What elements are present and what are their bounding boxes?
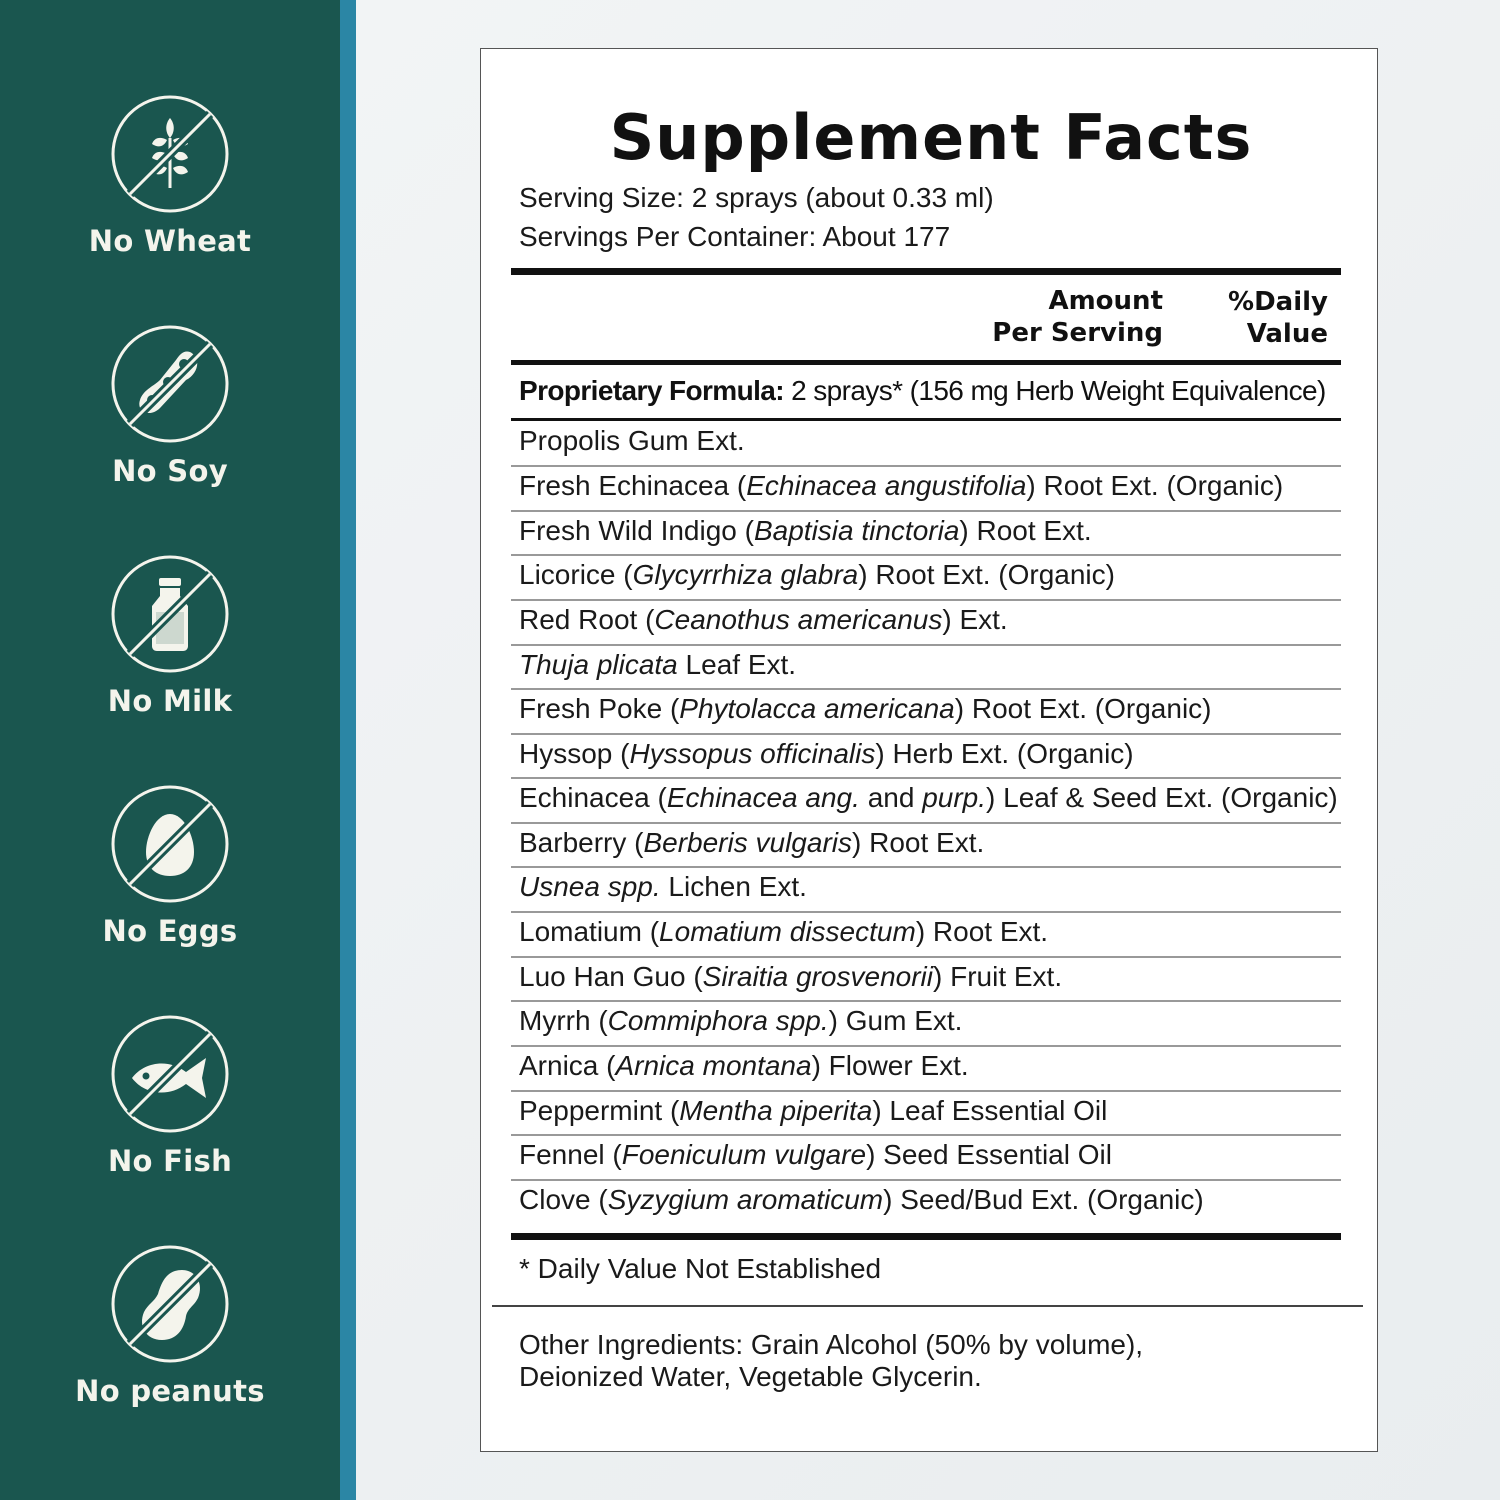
ingredient-name: Propolis Gum Ext. (519, 425, 745, 456)
ingredient-divider (511, 956, 1341, 958)
ingredient-name: Peppermint ( (519, 1095, 680, 1126)
ingredient-name: Luo Han Guo ( (519, 961, 703, 992)
ingredient-row (519, 425, 745, 457)
ingredient-name: Barberry ( (519, 827, 644, 858)
ingredient-latin-name: Baptisia tinctoria (753, 515, 960, 546)
allergen-badge (0, 324, 340, 524)
thick-divider-header (511, 360, 1341, 365)
ingredient-row (519, 1139, 1112, 1171)
label-title: Supplement Facts (609, 101, 1253, 174)
ingredient-divider (511, 822, 1341, 824)
ingredient-row (519, 693, 1212, 725)
ingredient-latin-name: Arnica montana (615, 1050, 812, 1081)
ingredient-name: Clove ( (519, 1184, 608, 1215)
ingredient-latin-name: Hyssopus officinalis (629, 738, 876, 769)
allergen-badge-label: No Fish (107, 1144, 233, 1178)
ingredient-divider (511, 1134, 1341, 1136)
ingredient-row (519, 738, 1134, 770)
ingredient-latin-name: Ceanothus americanus (654, 604, 943, 635)
ingredient-part: ) Gum Ext. (828, 1005, 963, 1036)
allergen-badge-label: No Soy (112, 454, 228, 488)
ingredient-row (519, 961, 1062, 993)
ingredient-divider (511, 733, 1341, 735)
ingredient-part: ) Seed Essential Oil (866, 1139, 1112, 1170)
ingredient-name: Fresh Echinacea ( (519, 470, 747, 501)
allergen-badge-label: No Milk (107, 684, 233, 718)
allergen-badge (0, 94, 340, 294)
header-amount-line2: Per Serving (992, 318, 1163, 348)
ingredient-part: ) Root Ext. (Organic) (1026, 470, 1284, 501)
proprietary-formula (519, 375, 1326, 407)
ingredient-row (519, 1050, 969, 1082)
ingredient-latin-name: Lomatium dissectum (659, 916, 916, 947)
header-dv-line1: %Daily (1228, 287, 1328, 317)
fish-icon (110, 1014, 230, 1134)
ingredient-row (519, 649, 796, 681)
ingredient-row (519, 604, 1008, 636)
ingredient-part: ) Leaf & Seed Ext. (Organic) (986, 782, 1338, 813)
ingredient-conjunction: and (859, 782, 923, 813)
soybean-icon (110, 324, 230, 444)
ingredient-part: ) Flower Ext. (811, 1050, 969, 1081)
ingredient-name: Echinacea ( (519, 782, 667, 813)
allergen-badge (0, 554, 340, 754)
ingredient-part: ) Herb Ext. (Organic) (875, 738, 1134, 769)
allergen-badge (0, 1244, 340, 1444)
ingredient-divider (511, 1179, 1341, 1181)
ingredient-divider (511, 866, 1341, 868)
proprietary-formula-amount: 2 sprays* (156 mg Herb Weight Equivalence) (783, 375, 1326, 406)
ingredient-row (519, 1095, 1107, 1127)
allergen-badge (0, 784, 340, 984)
ingredient-name: Lomatium ( (519, 916, 660, 947)
ingredient-divider (511, 465, 1341, 467)
allergen-badge-label: No Eggs (102, 914, 238, 948)
thick-divider-bottom (511, 1233, 1341, 1240)
header-daily-value (1181, 286, 1328, 350)
ingredient-row (519, 827, 984, 859)
ingredient-latin-name: Syzygium aromaticum (607, 1184, 884, 1215)
ingredient-name: Licorice ( (519, 559, 633, 590)
ingredient-latin-name: Usnea spp. (519, 871, 661, 902)
wheat-icon (110, 94, 230, 214)
ingredient-part: ) Root Ext. (Organic) (954, 693, 1212, 724)
servings-per-container: Servings Per Container: About 177 (519, 221, 951, 252)
ingredient-row (519, 1005, 962, 1037)
footnote-divider (492, 1305, 1363, 1307)
ingredient-part: ) Root Ext. (852, 827, 985, 858)
thick-divider-top (511, 268, 1341, 275)
ingredient-name: Arnica ( (519, 1050, 616, 1081)
header-dv-line2: Value (1246, 319, 1328, 349)
ingredient-latin-name: Echinacea ang. (666, 782, 860, 813)
ingredient-latin-name: Mentha piperita (679, 1095, 873, 1126)
ingredient-latin-name: Commiphora spp. (607, 1005, 829, 1036)
ingredient-part: ) Ext. (942, 604, 1008, 635)
ingredient-row (519, 470, 1283, 502)
milk-bottle-icon (110, 554, 230, 674)
ingredient-row (519, 1184, 1204, 1216)
ingredient-divider (511, 554, 1341, 556)
ingredient-divider (511, 644, 1341, 646)
ingredient-name: Fennel ( (519, 1139, 622, 1170)
ingredient-row (519, 871, 807, 903)
ingredient-part: ) Root Ext. (915, 916, 1049, 947)
ingredient-part: ) Leaf Essential Oil (872, 1095, 1108, 1126)
allergen-badge-label: No peanuts (75, 1374, 265, 1408)
ingredient-latin-name: Phytolacca americana (679, 693, 955, 724)
ingredient-row (519, 515, 1092, 547)
peanut-icon (110, 1244, 230, 1364)
ingredient-part: ) Fruit Ext. (933, 961, 1063, 992)
egg-icon (110, 784, 230, 904)
ingredient-latin-name-2: purp. (922, 782, 987, 813)
ingredient-part: ) Root Ext. (959, 515, 1092, 546)
ingredient-name: Red Root ( (519, 604, 655, 635)
proprietary-formula-label: Proprietary Formula: (519, 375, 784, 406)
ingredient-row (519, 916, 1048, 948)
footnote: * Daily Value Not Established (519, 1253, 882, 1284)
supplement-facts-panel (480, 48, 1378, 1452)
header-amount-line1: Amount (1048, 286, 1163, 316)
ingredient-divider (511, 599, 1341, 601)
header-amount (961, 285, 1163, 349)
serving-size: Serving Size: 2 sprays (about 0.33 ml) (519, 182, 994, 213)
ingredient-part: ) Seed/Bud Ext. (Organic) (883, 1184, 1204, 1215)
ingredient-part: ) Root Ext. (Organic) (858, 559, 1115, 590)
ingredient-divider (511, 1090, 1341, 1092)
other-ingredients-line1: Other Ingredients: Grain Alcohol (50% by volume), (519, 1329, 1144, 1360)
ingredient-divider (511, 510, 1341, 512)
ingredient-part: Lichen Ext. (660, 871, 807, 902)
ingredient-latin-name: Foeniculum vulgare (621, 1139, 867, 1170)
ingredient-latin-name: Echinacea angustifolia (746, 470, 1027, 501)
allergen-badge (0, 1014, 340, 1214)
ingredient-part: Leaf Ext. (677, 649, 797, 680)
ingredient-name: Myrrh ( (519, 1005, 608, 1036)
ingredient-divider (511, 777, 1341, 779)
ingredient-divider (511, 688, 1341, 690)
ingredient-name: Fresh Poke ( (519, 693, 680, 724)
ingredient-divider (511, 1045, 1341, 1047)
other-ingredients-line2: Deionized Water, Vegetable Glycerin. (519, 1361, 982, 1392)
ingredient-name: Fresh Wild Indigo ( (519, 515, 754, 546)
ingredient-name: Hyssop ( (519, 738, 630, 769)
sidebar-accent-stripe (340, 0, 356, 1500)
ingredient-divider (511, 1000, 1341, 1002)
ingredient-row (519, 782, 1338, 814)
ingredient-divider (511, 911, 1341, 913)
allergen-badge-label: No Wheat (88, 224, 252, 258)
divider-proprietary (511, 418, 1341, 421)
ingredient-latin-name: Thuja plicata (519, 649, 678, 680)
ingredient-latin-name: Berberis vulgaris (643, 827, 852, 858)
ingredient-row (519, 559, 1115, 591)
ingredient-latin-name: Glycyrrhiza glabra (632, 559, 859, 590)
ingredient-latin-name: Siraitia grosvenorii (702, 961, 933, 992)
other-ingredients (519, 1329, 1339, 1393)
